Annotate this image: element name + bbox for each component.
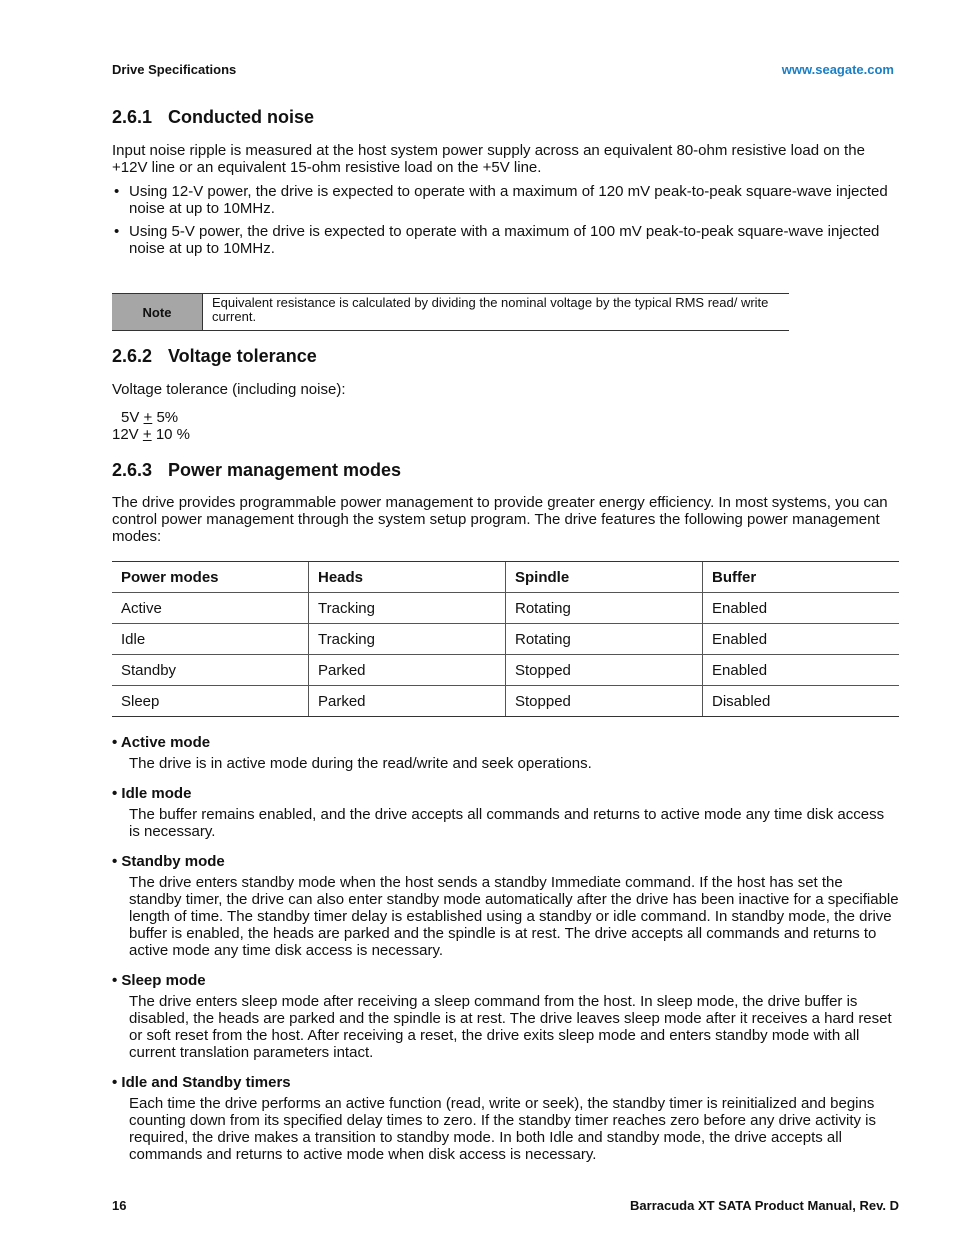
- header-section-title: Drive Specifications: [112, 62, 237, 77]
- mode-title: Active mode: [120, 734, 211, 751]
- document-title: Barracuda XT SATA Product Manual, Rev. D: [630, 1198, 899, 1213]
- note-divider: [202, 294, 203, 330]
- mode-description-active: The drive is in active mode during the read/write and seek operations.: [129, 755, 592, 772]
- mode-title: Sleep mode: [121, 972, 206, 989]
- table-cell: Tracking: [309, 624, 506, 655]
- page-number: 16: [112, 1198, 127, 1213]
- plus-minus-sign: +: [142, 426, 152, 443]
- mode-heading-active: • Active mode: [112, 734, 211, 751]
- mode-description-sleep: The drive enters sleep mode after receiving a sleep command from the host. In sleep mode, the drive buffer is disabled, the heads are parked and the spindle is at rest. The drive leaves sleep mode after it receives a hard reset or soft reset from the host. After receiving a reset, the drive exits sleep mode and enters standby mode with all current translation parameters intact.: [129, 993, 892, 1061]
- heading-title: Conducted noise: [168, 107, 315, 127]
- table-cell: Active: [112, 593, 309, 624]
- mode-title: Idle and Standby timers: [121, 1074, 291, 1091]
- table-row: [112, 593, 899, 624]
- table-row: [112, 655, 899, 686]
- table-cell: Enabled: [703, 593, 900, 624]
- heading-number: 2.6.3: [112, 460, 153, 480]
- table-cell: Sleep: [112, 686, 309, 717]
- table-cell: Rotating: [506, 624, 703, 655]
- mode-heading-idle: • Idle mode: [112, 785, 192, 802]
- column-header: Buffer: [703, 562, 900, 593]
- mode-heading-sleep: • Sleep mode: [112, 972, 206, 989]
- note-label: Note: [112, 294, 202, 330]
- tolerance-value: 5%: [156, 409, 179, 426]
- column-header: Spindle: [506, 562, 703, 593]
- mode-description-timers: Each time the drive performs an active function (read, write or seek), the standby timer is reinitialized and begins counting down from its specified delay times to zero. If the standby timer reaches zero before any drive activity is required, the drive makes a transition to standby mode. In both Idle and standby mode, the drive accepts all commands and returns to active mode when disk access is necessary.: [129, 1095, 877, 1163]
- mode-title: Idle mode: [121, 785, 192, 802]
- note-text: Equivalent resistance is calculated by dividing the nominal voltage by the typical RMS read/ write current.: [212, 295, 769, 324]
- table-cell: Stopped: [506, 686, 703, 717]
- plus-minus-sign: +: [143, 409, 153, 426]
- voltage-value: 5V: [121, 409, 140, 426]
- table-cell: Parked: [309, 686, 506, 717]
- table-cell: Standby: [112, 655, 309, 686]
- voltage-12v-line: [112, 426, 190, 443]
- table-cell: Enabled: [703, 624, 900, 655]
- power-modes-table: [112, 561, 899, 717]
- column-header: Heads: [309, 562, 506, 593]
- table-row: [112, 686, 899, 717]
- mode-title: Standby mode: [121, 853, 225, 870]
- mode-description-idle: The buffer remains enabled, and the drive accepts all commands and returns to active mode any time disk access is necessary.: [129, 806, 885, 840]
- table-cell: Idle: [112, 624, 309, 655]
- table-cell: Enabled: [703, 655, 900, 686]
- column-header: Power modes: [112, 562, 309, 593]
- note-box: [112, 293, 789, 331]
- voltage-intro: Voltage tolerance (including noise):: [112, 381, 346, 398]
- running-header: [112, 62, 894, 80]
- bullet-text: Using 5-V power, the drive is expected to operate with a maximum of 100 mV peak-to-peak square-wave injected noise at up to 10MHz.: [129, 223, 880, 257]
- heading-power-management: [112, 460, 401, 481]
- table-cell: Stopped: [506, 655, 703, 686]
- heading-title: Power management modes: [168, 460, 402, 480]
- heading-conducted-noise: [112, 107, 314, 128]
- mode-description-standby: The drive enters standby mode when the host sends a standby Immediate command. If the host has set the standby timer, the drive can also enter standby mode automatically after the drive has been inactive for a specifiable length of time. The standby timer delay is established using a standby or idle command. In standby mode, the drive buffer is enabled, the heads are parked and the spindle is at rest. The drive accepts all commands and returns to active mode any time disk access is necessary.: [129, 874, 899, 959]
- power-intro: The drive provides programmable power management to provide greater energy efficiency. In most systems, you can control power management through the system setup program. The drive features the following power management modes:: [112, 494, 888, 545]
- bullet-dot: •: [114, 183, 120, 200]
- heading-number: 2.6.1: [112, 107, 153, 127]
- table-cell: Disabled: [703, 686, 900, 717]
- table-cell: Parked: [309, 655, 506, 686]
- bullet-text: Using 12-V power, the drive is expected to operate with a maximum of 120 mV peak-to-peak square-wave injected noise at up to 10MHz.: [129, 183, 888, 217]
- mode-heading-standby: • Standby mode: [112, 853, 225, 870]
- heading-voltage-tolerance: [112, 346, 317, 367]
- header-website-link[interactable]: www.seagate.com: [781, 62, 894, 77]
- tolerance-value: 10 %: [155, 426, 191, 443]
- heading-number: 2.6.2: [112, 346, 153, 366]
- heading-title: Voltage tolerance: [168, 346, 317, 366]
- conducted-noise-intro: Input noise ripple is measured at the host system power supply across an equivalent 80-ohm resistive load on the +12V line or an equivalent 15-ohm resistive load on the +5V line.: [112, 142, 865, 176]
- mode-heading-timers: • Idle and Standby timers: [112, 1074, 291, 1091]
- table-header-row: [112, 562, 899, 593]
- bullet-dot: •: [114, 223, 120, 240]
- voltage-value: 12V: [112, 426, 139, 443]
- table-row: [112, 624, 899, 655]
- table-cell: Tracking: [309, 593, 506, 624]
- voltage-5v-line: [121, 409, 178, 426]
- table-cell: Rotating: [506, 593, 703, 624]
